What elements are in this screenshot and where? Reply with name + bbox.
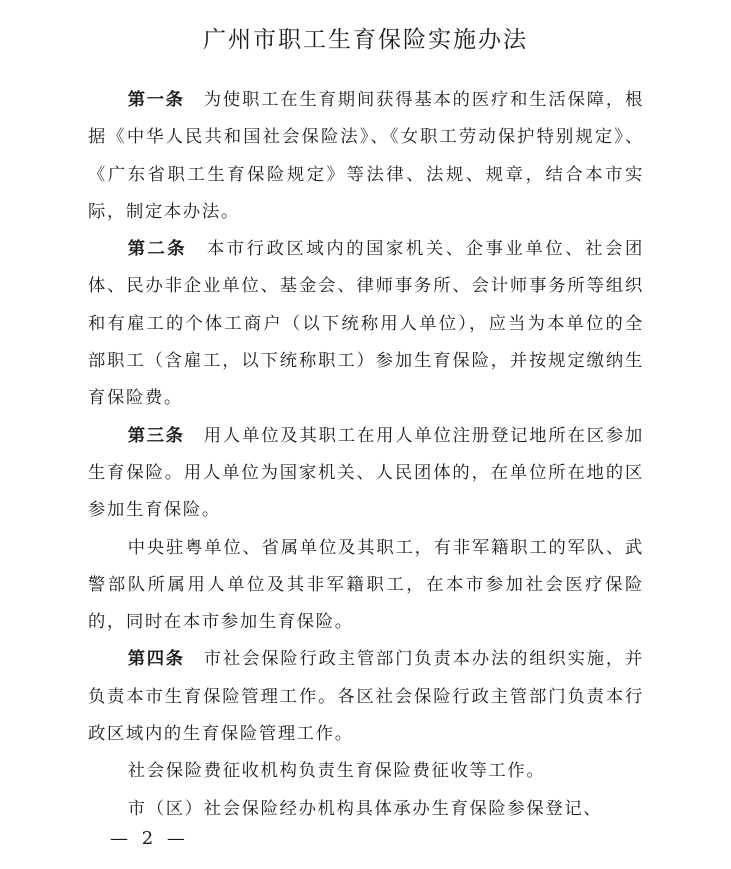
article-text: 本市行政区域内的国家机关、企事业单位、社会团体、民办非企业单位、基金会、律师事务所、会计师事务所等组织和有雇工的个体工商户（以下统称用人单位），应当为本单位的全部职工（含雇工，以下统称职工）参加生育保险，并按规定缴纳生育保险费。 (88, 239, 644, 409)
article-text: 为使职工在生育期间获得基本的医疗和生活保障，根据《中华人民共和国社会保险法》、《女职工劳动保护特别规定》、《广东省职工生育保险规定》等法律、法规、规章，结合本市实际，制定本办法。 (88, 90, 644, 222)
article-3-paragraph-2 (88, 530, 644, 642)
paragraph-text: 中央驻粤单位、省属单位及其职工，有非军籍职工的军队、武警部队所属用人单位及其非军籍职工，在本市参加社会医疗保险的，同时在本市参加生育保险。 (88, 537, 644, 633)
document-title: 广州市职工生育保险实施办法 (203, 27, 528, 53)
article-4-paragraph-2 (88, 753, 644, 790)
article-text: 用人单位及其职工在用人单位注册登记地所在区参加生育保险。用人单位为国家机关、人民团体的，在单位所在地的区参加生育保险。 (88, 425, 644, 521)
page-number: — 2 — (110, 828, 189, 849)
article-number: 第二条 (127, 239, 187, 260)
article-text: 市社会保险行政主管部门负责本办法的组织实施，并负责本市生育保险管理工作。各区社会保险行政主管部门负责本行政区域内的生育保险管理工作。 (88, 649, 644, 745)
article-3 (88, 418, 644, 530)
article-4-paragraph-3 (88, 791, 644, 828)
paragraph-text: 市（区）社会保险经办机构具体承办生育保险参保登记、 (127, 798, 603, 819)
article-number: 第四条 (127, 649, 185, 670)
document-body (88, 82, 644, 828)
paragraph-text: 社会保险费征收机构负责生育保险费征收等工作。 (127, 761, 546, 782)
article-number: 第三条 (127, 425, 185, 446)
article-4 (88, 641, 644, 753)
article-1 (88, 82, 644, 231)
article-2 (88, 231, 644, 417)
article-number: 第一条 (127, 90, 185, 110)
